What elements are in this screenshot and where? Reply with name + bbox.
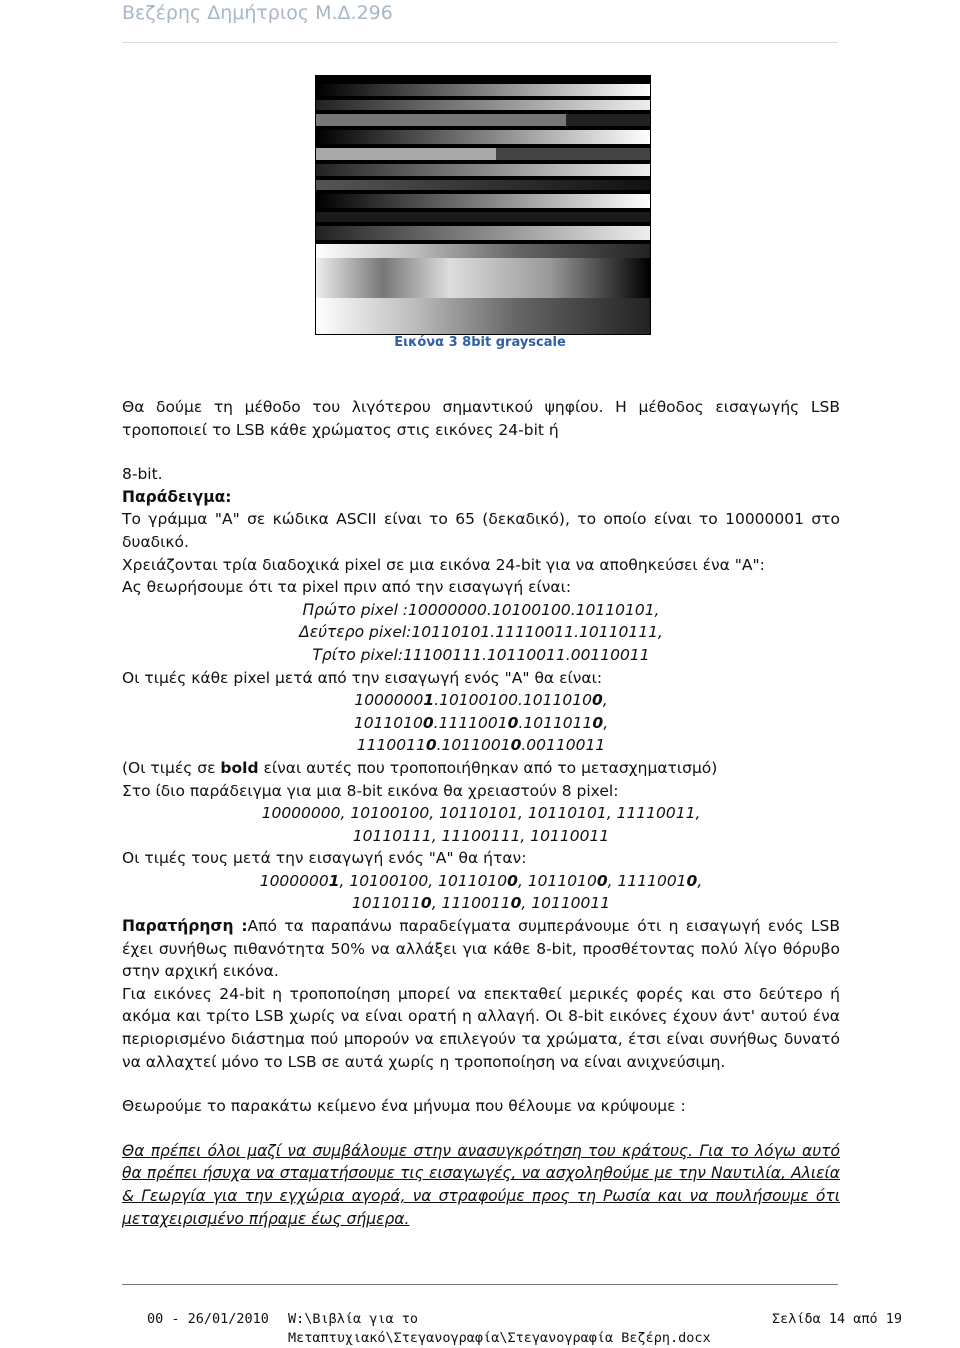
- bold-word: bold: [220, 758, 259, 777]
- bits: , 1011010: [517, 871, 597, 890]
- pixel-before-3: Τρίτο pixel:11100111.10110011.00110011: [312, 645, 650, 664]
- bits: .10100100.1011010: [434, 691, 592, 710]
- bits: ,: [697, 871, 703, 890]
- pixel-after-1: [122, 689, 840, 712]
- document-body: [122, 396, 840, 1230]
- changed-bit: 0: [591, 691, 603, 710]
- pixel-before-1: Πρώτο pixel :10000000.10100100.10110101,: [302, 600, 660, 619]
- paragraph-three-pixels: Χρειάζονται τρία διαδοχικά pixel σε μια εικόνα 24-bit για να αποθηκεύσει ένα "A":: [122, 555, 765, 574]
- paragraph-24bit: Για εικόνες 24-bit η τροποποίηση μπορεί να επεκταθεί μερικές φορές και στο δεύτερο ή ακόμα και τρίτο LSB χωρίς να είναι ορατή η αλλαγή. Οι 8-bit εικόνες έχουν άντ' αυτού ένα περιορισμένο διάστημα πού μπορούν να επιλεγούν τα χρώματα, έτσι είναι συνήθως δυνατό να αλλαχτεί μόνο το LSB σε αυτά χωρίς η τροποποίηση να είναι ανιχνεύσιμη.: [122, 984, 840, 1071]
- grayscale-figure: [315, 75, 651, 335]
- bits: 1000000: [354, 691, 424, 710]
- bits: , 10100100, 1011010: [339, 871, 508, 890]
- text: (Οι τιμές σε: [122, 758, 221, 777]
- example-label-text: Παράδειγμα:: [122, 487, 232, 506]
- paragraph-after-8bit: Οι τιμές τους μετά την εισαγωγή ενός "A" θα ήταν:: [122, 849, 527, 868]
- pixel-after-2: [122, 712, 840, 735]
- changed-bit: 0: [686, 871, 698, 890]
- changed-bit: 0: [507, 871, 518, 890]
- page-header: Βεζέρης Δημήτριος Μ.Δ.296: [122, 2, 393, 24]
- secret-message: Θα πρέπει όλοι μαζί να συμβάλουμε στην ανασυγκρότηση του κράτους. Για το λόγω αυτό θα πρέπει ήσυχα να σταματήσουμε τις εισαγωγές, να ασχοληθούμε με την Ναυτιλία, Αλιεία & Γεωργία για την εγχώρια αγορά, να στραφούμε προς τη Ρωσία και να πουλήσουμε ότι μεταχειρισμένο πήραμε έως σήμερα.: [122, 1141, 840, 1228]
- changed-bit: 0: [510, 894, 522, 913]
- grayscale-image: [316, 76, 650, 334]
- bits: 1110011: [356, 736, 426, 755]
- footer-date: 00 - 26/01/2010: [147, 1311, 269, 1327]
- footer-path: W:\Βιβλία για το Μεταπτυχιακό\Στεγανογραφία\Στεγανογραφία Βεζέρη.docx: [288, 1311, 711, 1346]
- changed-bit: 1: [328, 871, 340, 890]
- paragraph-observation: [122, 915, 840, 983]
- text: είναι αυτές που τροποποιήθηκαν από το μετασχηματισμό): [258, 758, 718, 777]
- bits: .00110011: [521, 736, 606, 755]
- footer-divider: [122, 1284, 838, 1285]
- changed-bit: 0: [507, 713, 519, 732]
- paragraph-bold-note: [122, 757, 840, 780]
- bits: 1000000: [259, 871, 329, 890]
- pixel-before-2: Δεύτερο pixel:10110101.11110011.10110111,: [299, 623, 663, 642]
- paragraph-8bit: 8-bit.: [122, 465, 163, 484]
- paragraph-ascii: Το γράμμα "A" σε κώδικα ASCII είναι το 65 (δεκαδικό), το οποίο είναι το 10000001 στο δυαδικό.: [122, 510, 840, 551]
- paragraph-message-intro: Θεωρούμε το παρακάτω κείμενο ένα μήνυμα που θέλουμε να κρύψουμε :: [122, 1097, 686, 1116]
- bits: 1011011: [351, 894, 421, 913]
- changed-bit: 1: [423, 691, 435, 710]
- bits: , 1110011: [431, 894, 511, 913]
- bits: ,: [603, 713, 609, 732]
- bits: .1111001: [433, 713, 508, 732]
- changed-bit: 0: [422, 713, 434, 732]
- bits: , 10110011: [521, 894, 611, 913]
- observation-label: Παρατήρηση :: [122, 917, 248, 936]
- paragraph-after-insert: Οι τιμές κάθε pixel μετά από την εισαγωγή ενός "A" θα είναι:: [122, 668, 603, 687]
- eight-after-1: [122, 870, 840, 893]
- example-label: [122, 486, 840, 509]
- eight-pixels-2: 10110111, 11100111, 10110011: [352, 826, 610, 845]
- paragraph-intro: Θα δούμε τη μέθοδο του λιγότερου σημαντικού ψηφίου. Η μέθοδος εισαγωγής LSB τροποποιεί το LSB κάθε χρώματος στις εικόνες 24-bit ή: [122, 398, 840, 439]
- bits: , 1111001: [607, 871, 687, 890]
- changed-bit: 0: [425, 736, 437, 755]
- changed-bit: 0: [420, 894, 432, 913]
- eight-pixels-1: 10000000, 10100100, 10110101, 10110101, 11110011,: [261, 804, 701, 823]
- footer-page: Σελίδα 14 από 19: [772, 1311, 903, 1327]
- changed-bit: 0: [596, 871, 608, 890]
- changed-bit: 0: [510, 736, 522, 755]
- pixel-after-3: [122, 734, 840, 757]
- eight-after-2: [122, 892, 840, 915]
- paragraph-8bit-example: Στο ίδιο παράδειγμα για μια 8-bit εικόνα θα χρειαστούν 8 pixel:: [122, 781, 619, 800]
- bits: .1011011: [518, 713, 593, 732]
- figure-caption: Εικόνα 3 8bit grayscale: [394, 335, 566, 350]
- bits: .1011001: [436, 736, 511, 755]
- bits: 1011010: [353, 713, 423, 732]
- observation-text: Από τα παραπάνω παραδείγματα συμπεράνουμε ότι η εισαγωγή ενός LSB έχει συνήθως πιθανότητα 50% να αλλάξει για κάθε 8-bit, προσθέτοντας πολύ λίγο θόρυβο στην αρχική εικόνα.: [122, 917, 840, 981]
- bits: ,: [602, 691, 608, 710]
- header-divider: [122, 42, 838, 43]
- changed-bit: 0: [592, 713, 604, 732]
- paragraph-assume: Ας θεωρήσουμε ότι τα pixel πριν από την εισαγωγή είναι:: [122, 578, 572, 597]
